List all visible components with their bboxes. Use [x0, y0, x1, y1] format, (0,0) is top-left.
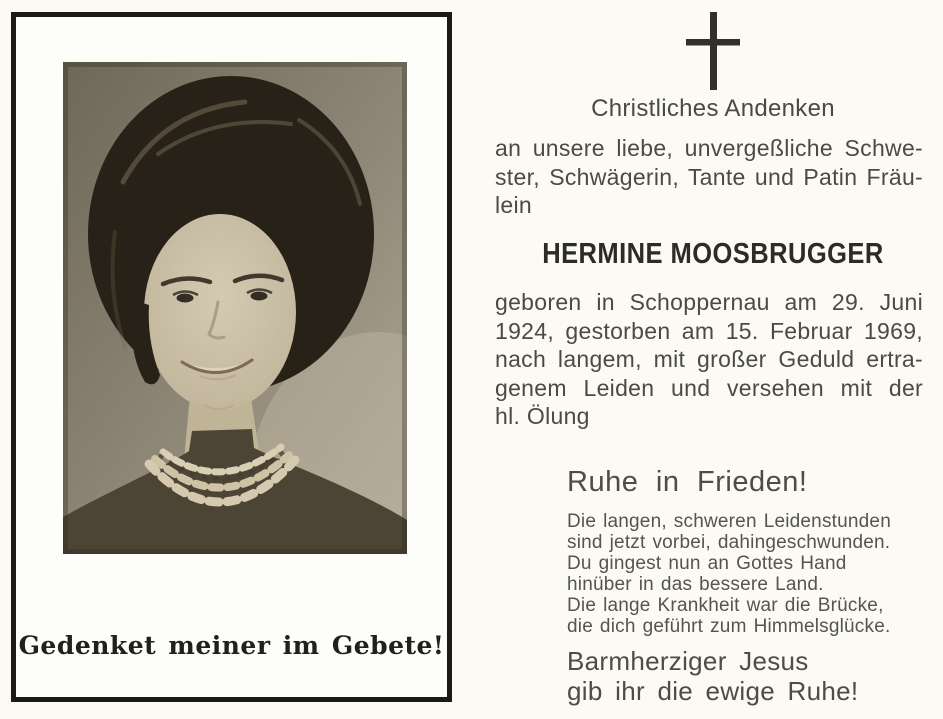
- deceased-name: HERMINE MOOSBRUGGER: [542, 238, 884, 270]
- dedication-text: [495, 135, 923, 221]
- text-line: nach langem, mit großer Geduld ertra-: [495, 346, 923, 372]
- memorial-poem: [567, 511, 891, 637]
- rest-in-peace-line: Ruhe in Frieden!: [567, 466, 808, 498]
- portrait-illustration: [63, 62, 407, 554]
- text-line: ster, Schwägerin, Tante und Patin Fräu-: [495, 163, 923, 190]
- prayer-line: gib ihr die ewige Ruhe!: [567, 676, 859, 706]
- poem-line: die dich geführt zum Himmelsglücke.: [567, 616, 891, 637]
- life-dates-text: [495, 289, 923, 432]
- text-line: geboren in Schoppernau am 29. Juni: [495, 289, 923, 315]
- poem-line: Du gingest nun an Gottes Hand: [567, 553, 847, 574]
- text-line: an unsere liebe, unvergeßliche Schwe-: [495, 135, 923, 161]
- text-line: 1924, gestorben am 15. Februar 1969,: [495, 317, 923, 344]
- poem-line: sind jetzt vorbei, dahingeschwunden.: [567, 532, 891, 553]
- text-line: genem Leiden und versehen mit der: [495, 374, 923, 401]
- memorial-text-column: [483, 0, 923, 719]
- cross-icon: [686, 12, 740, 90]
- text-line: lein: [495, 192, 533, 218]
- text-line: hl. Ölung: [495, 403, 590, 429]
- card-heading: Christliches Andenken: [591, 95, 835, 122]
- photo-card: [11, 12, 452, 702]
- poem-line: Die lange Krankheit war die Brücke,: [567, 595, 884, 616]
- closing-prayer: [567, 646, 858, 706]
- portrait-photo: [63, 62, 407, 554]
- poem-line: Die langen, schweren Leidenstunden: [567, 511, 891, 532]
- cross-wrap: [503, 12, 923, 90]
- poem-line: hinüber in das bessere Land.: [567, 574, 824, 595]
- prayer-line: Barmherziger Jesus: [567, 646, 809, 676]
- photo-caption: Gedenket meiner im Gebete!: [18, 631, 445, 660]
